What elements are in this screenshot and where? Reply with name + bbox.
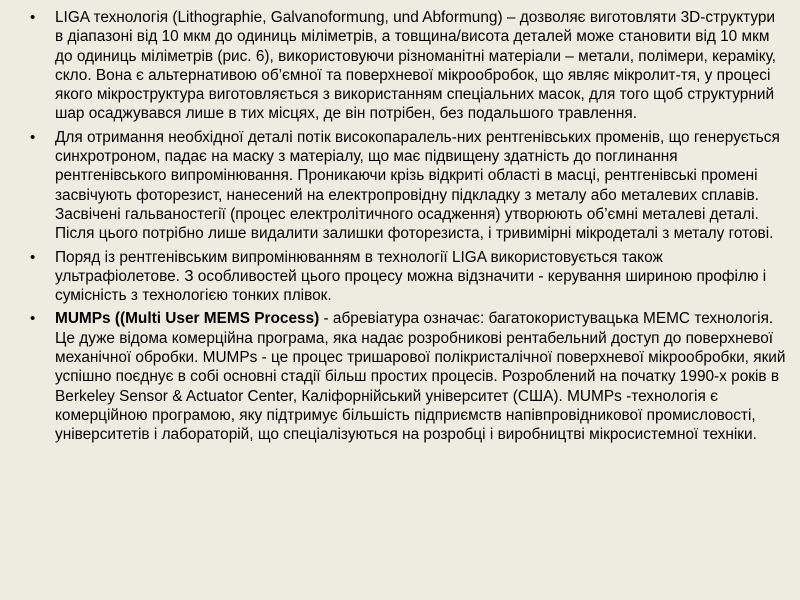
bullet-item-uv — [30, 248, 786, 306]
bullet-item-xray-process — [30, 128, 786, 244]
bullet-text: Поряд із рентгенівським випромінюванням в технології LIGA використовується також ультрафіолетове. З особливостей цього процесу можна відзначити - керування шириною профілю і сумісність з технологією тонких плівок. — [55, 248, 767, 305]
bullet-dot-icon: • — [30, 248, 36, 266]
bullet-dot-icon: • — [30, 128, 36, 146]
bullet-text: - абревіатура означає: багатокористувацька МЕМС технологія. Це дуже відома комерційна програма, яка надає розробникові рентабельний доступ до поверхневої механічної обробки. MUMPs - це процес тришарової полікристалічної поверхневої мікрообробки, який успішно поєднує в собі основні стадії більш простих процесів. Розроблений на початку 1990-х років в Berkeley Sensor & Actuator Center, Каліфорнійський університет (США). MUMPs -технологія є комерційною програмою, яку підтримує більшість підприємств напівпровідникової промисловості, університетів і лабораторій, що спеціалізуються на розробці і виробництві мікросистемної техніки. — [55, 310, 786, 444]
bullet-item-liga — [30, 8, 786, 124]
bullet-dot-icon: • — [30, 310, 36, 328]
bullet-lead-bold: MUMPs ((Multi User MEMS Process) — [55, 310, 320, 328]
bullet-dot-icon: • — [30, 9, 36, 26]
bullet-text: Для отримання необхідної деталі потік високопаралель-них рентгенівських променів, що генерується синхротроном, падає на маску з матеріалу, що має підвищену здатність до поглинання рентгенівського випромінювання. Проникаючи крізь відкриті області в масці, рентгенівські промені засвічують фоторезист, нанесений на електропровідну підкладку з металу або металевих сплавів. Засвічені гальваностегії (процес електролітичного осадження) утворюють об’ємні металеві деталі. Після цього потрібно лише видалити залишки фоторезиста, і тривимірні мікродеталі з металу готові. — [55, 128, 780, 243]
bullet-item-mumps — [30, 309, 786, 444]
bullet-list — [30, 8, 786, 449]
bullet-text: LIGA технологія (Lithographie, Galvanoformung, und Abformung) – дозволяє виготовляти 3D-структури в діапазоні від 10 мкм до одиниць міліметрів, а товщина/висота деталей може становити від 10 мкм до одиниць міліметрів (рис. 6), використовуючи різноманітні матеріали – метали, полімери, кераміку, скло. Вона є альтернативою об’ємної та поверхневої мікрообробок, що являє мікролит-тя, у процесі якого мікроструктура виготовляється з використанням спеціальних масок, для того щоб структурний шар осаджувався лише в тих місцях, де він потрібен, без подальшого травлення. — [55, 9, 777, 123]
